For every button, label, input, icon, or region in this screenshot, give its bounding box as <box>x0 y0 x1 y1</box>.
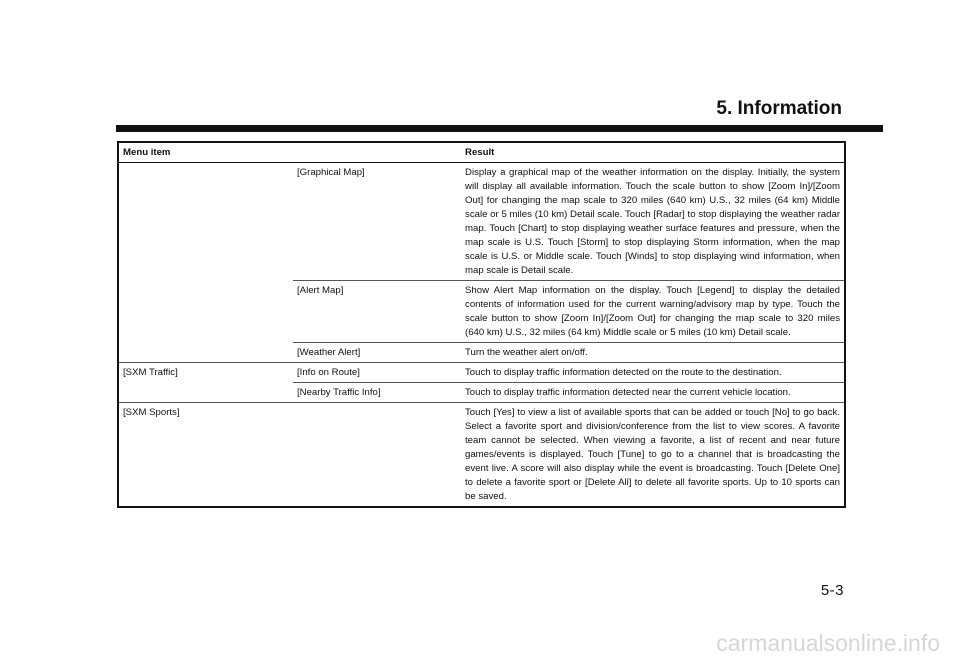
menu-item-header: Menu item <box>118 142 461 163</box>
table-header-row <box>118 142 845 163</box>
submenu-item-cell: [Nearby Traffic Info] <box>293 383 461 403</box>
submenu-item-cell: [Alert Map] <box>293 281 461 343</box>
page-number: 5-3 <box>820 582 844 599</box>
menu-item-cell: [SXM Sports] <box>123 407 180 418</box>
table-row <box>118 163 845 281</box>
table-row <box>118 343 845 363</box>
result-cell: Touch to display traffic information detected near the current vehicle location. <box>461 383 845 403</box>
submenu-item-cell <box>293 403 461 508</box>
result-cell: Touch to display traffic information detected on the route to the destination. <box>461 363 845 383</box>
menu-item-cell <box>118 163 293 281</box>
table-row <box>118 281 845 343</box>
menu-item-cell <box>118 383 293 403</box>
menu-item-cell <box>118 343 293 363</box>
watermark-text: carmanualsonline.info <box>716 630 940 656</box>
menu-item-cell <box>118 281 293 343</box>
result-cell: Touch [Yes] to view a list of available sports that can be added or touch [No] to go back. Select a favorite sport and division/conference from the list to view scores. A favorite team cannot be selected. When viewing a favorite, a list of recent and near future games/events is displayed. Touch [Tune] to go to a channel that is broadcasting the event live. A score will also display while the event is broadcasting. Touch [Delete One] to delete a favorite sport or [Delete All] to delete all favorite sports. Up to 10 sports can be saved. <box>465 407 841 502</box>
menu-item-cell: [SXM Traffic] <box>123 367 178 378</box>
result-cell: Display a graphical map of the weather information on the display. Initially, the system will display all available information. Touch the scale button to show [Zoom In]/[Zoom Out] for changing the map scale to 320 miles (640 km) U.S., 32 miles (64 km) Middle scale or 5 miles (10 km) Detail scale. Touch [Radar] to stop displaying the weather radar map. Touch [Chart] to stop displaying weather surface features and pressure, when the map scale is U.S. Touch [Storm] to stop displaying Storm information, when the map scale is U.S. or Middle scale. Touch [Winds] to stop displaying wind information, when map scale is Detail scale. <box>461 163 845 281</box>
section-title: 5. Information <box>716 98 842 119</box>
result-header: Result <box>461 142 845 163</box>
result-cell: Show Alert Map information on the display. Touch [Legend] to display the detailed contents of information used for the current warning/advisory map by type. Touch the scale button to show [Zoom In]/[Zoom Out] for changing the map scale to 320 miles (640 km) U.S., 32 miles (64 km) Middle scale or 5 miles (10 km) Detail scale. <box>461 281 845 343</box>
table-row <box>118 383 845 403</box>
submenu-item-cell: [Info on Route] <box>293 363 461 383</box>
result-cell: Turn the weather alert on/off. <box>461 343 845 363</box>
table-row <box>118 403 845 508</box>
table-row <box>118 363 845 383</box>
submenu-item-cell: [Graphical Map] <box>293 163 461 281</box>
menu-table <box>117 141 846 508</box>
submenu-item-cell: [Weather Alert] <box>293 343 461 363</box>
header-rule <box>116 125 883 132</box>
